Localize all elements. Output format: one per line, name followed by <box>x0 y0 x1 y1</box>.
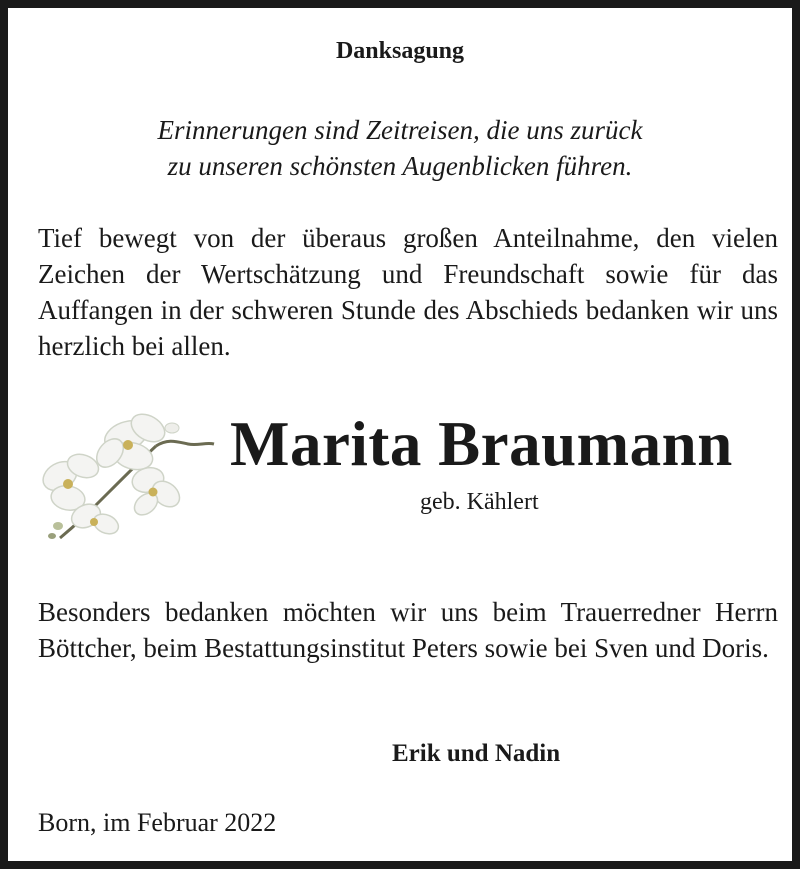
notice-heading: Danksagung <box>335 38 465 64</box>
maiden-name: geb. Kählert <box>420 489 539 515</box>
memorial-quote <box>8 112 792 184</box>
place-and-date: Born, im Februar 2022 <box>38 808 277 837</box>
quote-line-1: Erinnerungen sind Zeitreisen, die uns zurück <box>157 115 643 145</box>
orchid-icon <box>38 398 218 548</box>
thanks-paragraph: Tief bewegt von der überaus großen Anteilnahme, den vielen Zeichen der Wertschätzung und Freundschaft sowie für das Auffangen in der schweren Stunde des Abschieds bedanken wir uns herzlich bei allen. <box>38 223 778 361</box>
signature: Erik und Nadin <box>392 740 561 767</box>
quote-line-2: zu unseren schönsten Augenblicken führen. <box>167 151 633 181</box>
deceased-name: Marita Braumann <box>230 409 733 479</box>
special-thanks-paragraph: Besonders bedanken möchten wir uns beim Trauerredner Herrn Böttcher, beim Bestattungsinstitut Peters sowie bei Sven und Doris. <box>38 597 778 663</box>
